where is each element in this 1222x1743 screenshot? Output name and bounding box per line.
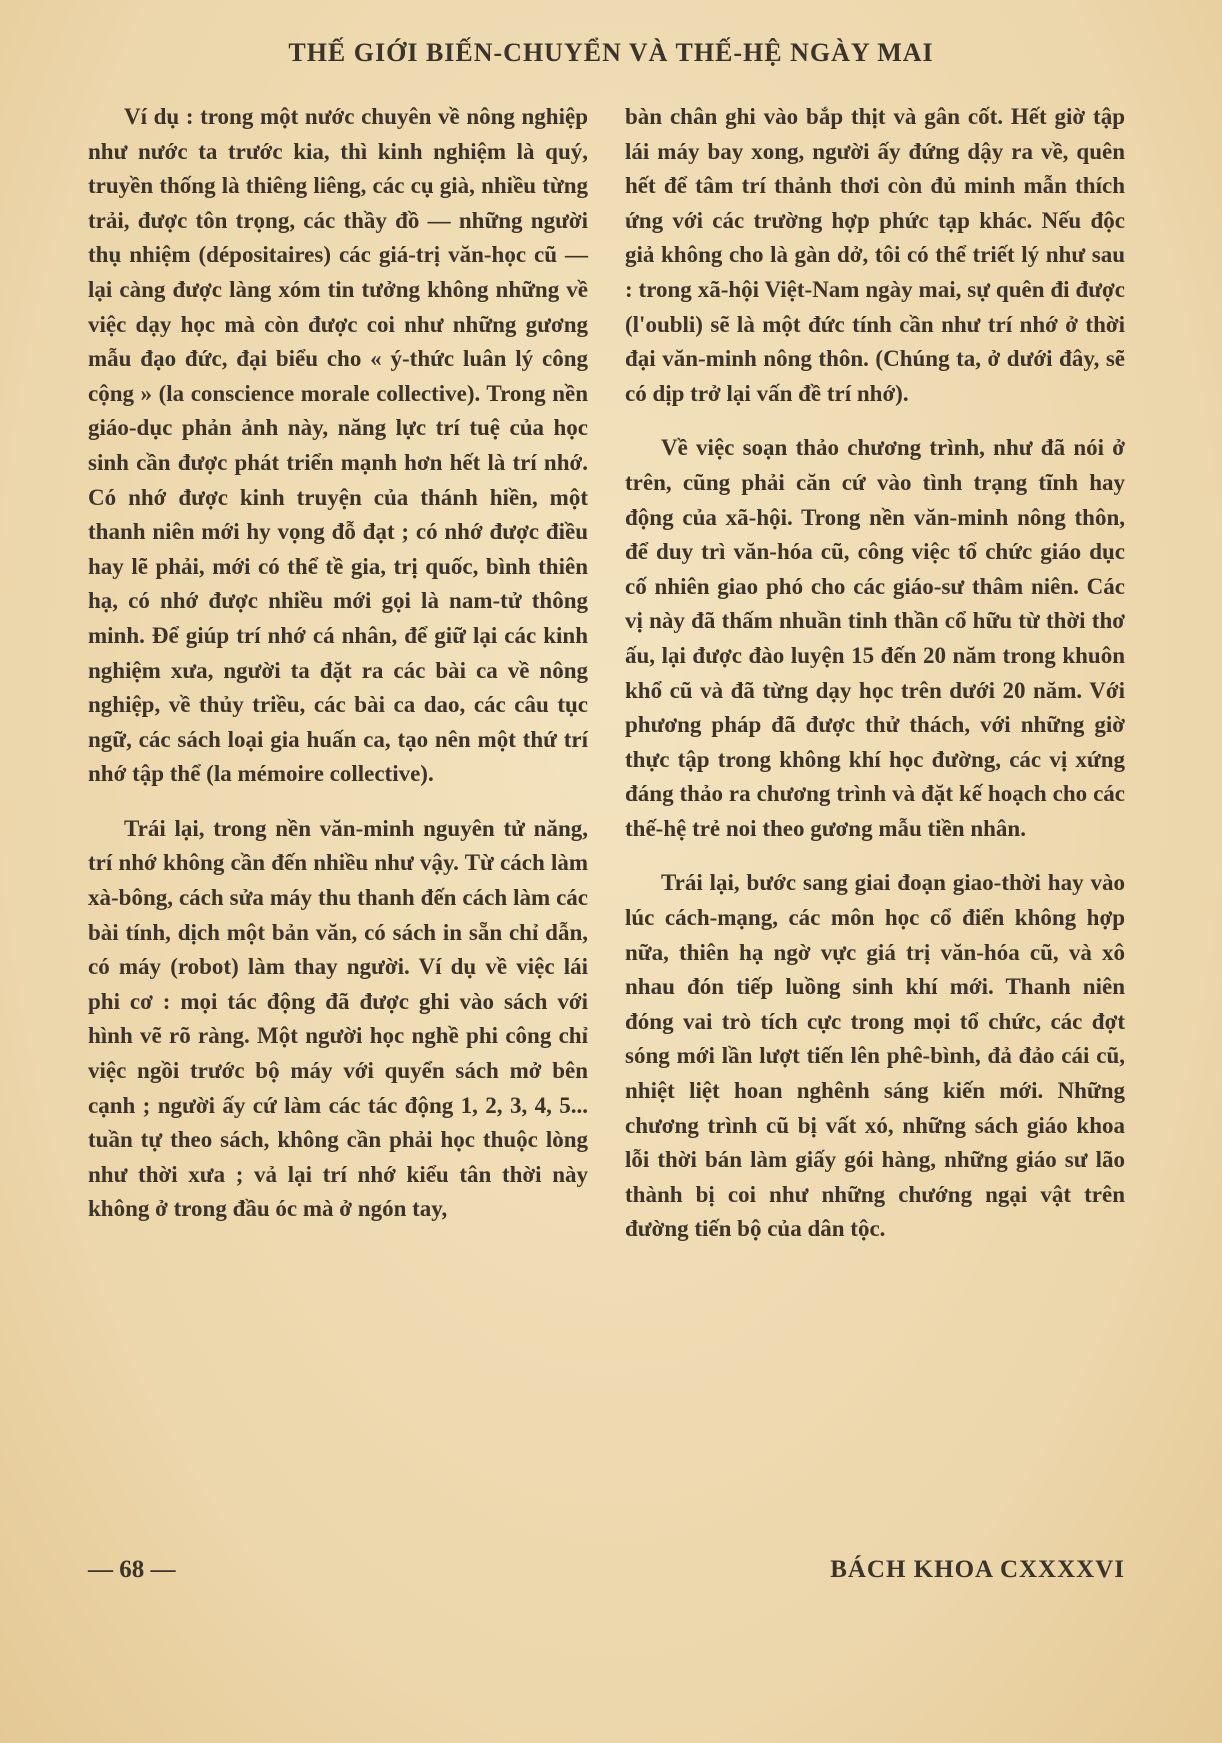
right-column bbox=[625, 100, 1125, 1267]
paragraph: Về việc soạn thảo chương trình, như đã nói ở trên, cũng phải căn cứ vào tình trạng tĩnh hay động của xã-hội. Trong nền văn-minh nông thôn, để duy trì văn-hóa cũ, công việc tổ chức giáo dục cố nhiên giao phó cho các giáo-sư thâm niên. Các vị này đã thấm nhuần tinh thần cổ hữu từ thời thơ ấu, lại được đào luyện 15 đến 20 năm trong khuôn khổ cũ và đã từng dạy học trên dưới 20 năm. Với phương pháp đã được thử thách, với những giờ thực tập trong không khí học đường, các vị xứng đáng thảo ra chương trình và đặt kế hoạch cho các thế-hệ trẻ noi theo gương mẫu tiền nhân. bbox=[625, 435, 1125, 841]
paragraph: Trái lại, bước sang giai đoạn giao-thời hay vào lúc cách-mạng, các môn học cổ điển không hợp nữa, thiên hạ ngờ vực giá trị văn-hóa cũ, và xô nhau đón tiếp luồng sinh khí mới. Thanh niên đóng vai trò tích cực trong mọi tổ chức, các đợt sóng mới lần lượt tiến lên phê-bình, đả đảo cái cũ, nhiệt liệt hoan nghênh sáng kiến mới. Những chương trình cũ bị vất xó, những sách giáo khoa lỗi thời bán làm giấy gói hàng, những giáo sư lão thành bị coi như những chướng ngại vật trên đường tiến bộ của dân tộc. bbox=[625, 870, 1125, 1242]
paragraph: bàn chân ghi vào bắp thịt và gân cốt. Hết giờ tập lái máy bay xong, người ấy đứng dậy ra về, quên hết để tâm trí thảnh thơi còn đủ minh mẫn thích ứng với các trường hợp phức tạp khác. Nếu độc giả không cho là gàn dở, tôi có thể triết lý như sau : trong xã-hội Việt-Nam ngày mai, sự quên đi được (l'oubli) sẽ là một đức tính cần như trí nhớ ở thời đại văn-minh nông thôn. (Chúng ta, ở dưới đây, sẽ có dịp trở lại vấn đề trí nhớ). bbox=[625, 104, 1125, 406]
publication-issue: BÁCH KHOA CXXXXVI bbox=[830, 1556, 1125, 1583]
left-column bbox=[88, 100, 588, 1247]
paragraph: Ví dụ : trong một nước chuyên về nông nghiệp như nước ta trước kia, thì kinh nghiệm là quý, truyền thống là thiêng liêng, các cụ già, nhiều từng trải, được tôn trọng, các thầy đồ — những người thụ nhiệm (dépositaires) các giá-trị văn-học cũ — lại càng được làng xóm tin tưởng không những về việc dạy học mà còn được coi như những gương mẫu đạo đức, đại biểu cho « ý-thức luân lý công cộng » (la conscience morale collective). Trong nền giáo-dục phản ảnh này, năng lực trí tuệ của học sinh cần được phát triển mạnh hơn hết là trí nhớ. Có nhớ được kinh truyện của thánh hiền, một thanh niên mới hy vọng đỗ đạt ; có nhớ được điều hay lẽ phải, mới có thể tề gia, trị quốc, bình thiên hạ, có nhớ được nhiều mới gọi là nam-tử thông minh. Để giúp trí nhớ cá nhân, để giữ lại các kinh nghiệm xưa, người ta đặt ra các bài ca về nông nghiệp, về thủy triều, các bài ca dao, các câu tục ngữ, các sách loại gia huấn ca, tạo nên một thứ trí nhớ tập thể (la mémoire collective). bbox=[88, 104, 588, 787]
page-number: — 68 — bbox=[88, 1556, 176, 1583]
running-header: THẾ GIỚI BIẾN-CHUYỂN VÀ THẾ-HỆ NGÀY MAI bbox=[288, 38, 934, 67]
paragraph: Trái lại, trong nền văn-minh nguyên tử năng, trí nhớ không cần đến nhiều như vậy. Từ cách làm xà-bông, cách sửa máy thu thanh đến cách làm các bài tính, dịch một bản văn, có sách in sẵn chỉ dẫn, có máy (robot) làm thay người. Ví dụ về việc lái phi cơ : mọi tác động đã được ghi vào sách với hình vẽ rõ ràng. Một người học nghề phi công chỉ việc ngồi trước bộ máy với quyển sách mở bên cạnh ; người ấy cứ làm các tác động 1, 2, 3, 4, 5... tuần tự theo sách, không cần phải học thuộc lòng như thời xưa ; vả lại trí nhớ kiểu tân thời này không ở trong đầu óc mà ở ngón tay, bbox=[88, 815, 588, 1222]
